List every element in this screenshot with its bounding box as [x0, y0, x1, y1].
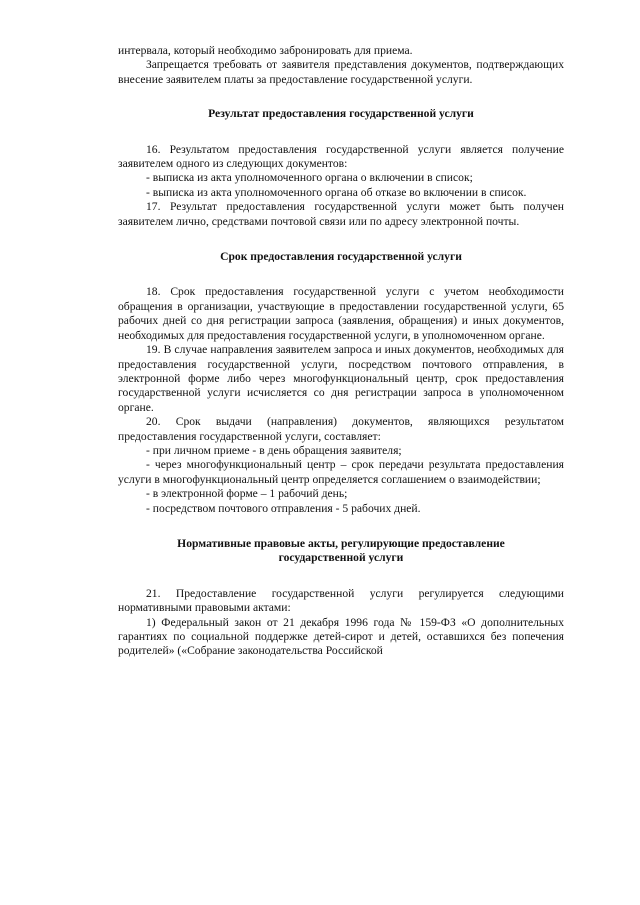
section-heading-acts-line1: Нормативные правовые акты, регулирующие предоставление: [177, 536, 505, 550]
paragraph-16: 16. Результатом предоставления государственной услуги является получение заявителем одного из следующих документов:: [118, 142, 564, 171]
paragraph-17: 17. Результат предоставления государственной услуги может быть получен заявителем лично, средствами почтовой связи или по адресу электронной почты.: [118, 200, 564, 228]
list-item-inclusion: - выписка из акта уполномоченного органа о включении в список;: [146, 171, 473, 185]
paragraph-20: 20. Срок выдачи (направления) документов, являющихся результатом предоставления государственной услуги, составляет:: [118, 415, 564, 443]
list-item-personal: - при личном приеме - в день обращения заявителя;: [146, 443, 402, 457]
section-heading-acts: [118, 537, 564, 566]
document-page: [118, 44, 564, 659]
paragraph-continuation: интервала, который необходимо забронировать для приема.: [118, 44, 413, 57]
paragraph-fee-prohibition: Запрещается требовать от заявителя представления документов, подтверждающих внесение заявителем платы за предоставление государственной услуги.: [118, 58, 564, 86]
paragraph-19: 19. В случае направления заявителем запроса и иных документов, необходимых для предоставления государственной услуги, посредством почтового отправления, в электронной форме либо через многофункциональный центр, срок предоставления государственной услуги исчисляется со дня регистрации запроса в уполномоченном органе.: [118, 343, 564, 414]
paragraph-21: 21. Предоставление государственной услуги регулируется следующими нормативными правовыми актами:: [118, 586, 564, 615]
paragraph-18: 18. Срок предоставления государственной услуги с учетом необходимости обращения в организации, участвующие в предоставлении государственной услуги, 65 рабочих дней со дня регистрации запроса (заявления, обращения) и иных документов, необходимых для предоставления государственной услуги, в уполномоченном органе.: [118, 285, 564, 342]
list-item-postal: - посредством почтового отправления - 5 рабочих дней.: [146, 501, 421, 515]
section-heading-result: Результат предоставления государственной услуги: [208, 107, 474, 121]
list-item-electronic: - в электронной форме – 1 рабочий день;: [146, 487, 348, 501]
list-item-mfc: - через многофункциональный центр – срок передачи результата предоставления услуги в многофункциональный центр определяется соглашением о взаимодействии;: [118, 458, 564, 486]
list-item-refusal: - выписка из акта уполномоченного органа об отказе во включении в список.: [146, 185, 527, 199]
paragraph-21-item-1: 1) Федеральный закон от 21 декабря 1996 года № 159-ФЗ «О дополнительных гарантиях по социальной поддержке детей-сирот и детей, оставшихся без попечения родителей» («Собрание законодательства Российской: [118, 615, 564, 658]
section-heading-term: Срок предоставления государственной услуги: [220, 250, 462, 264]
section-heading-acts-line2: государственной услуги: [278, 551, 404, 565]
